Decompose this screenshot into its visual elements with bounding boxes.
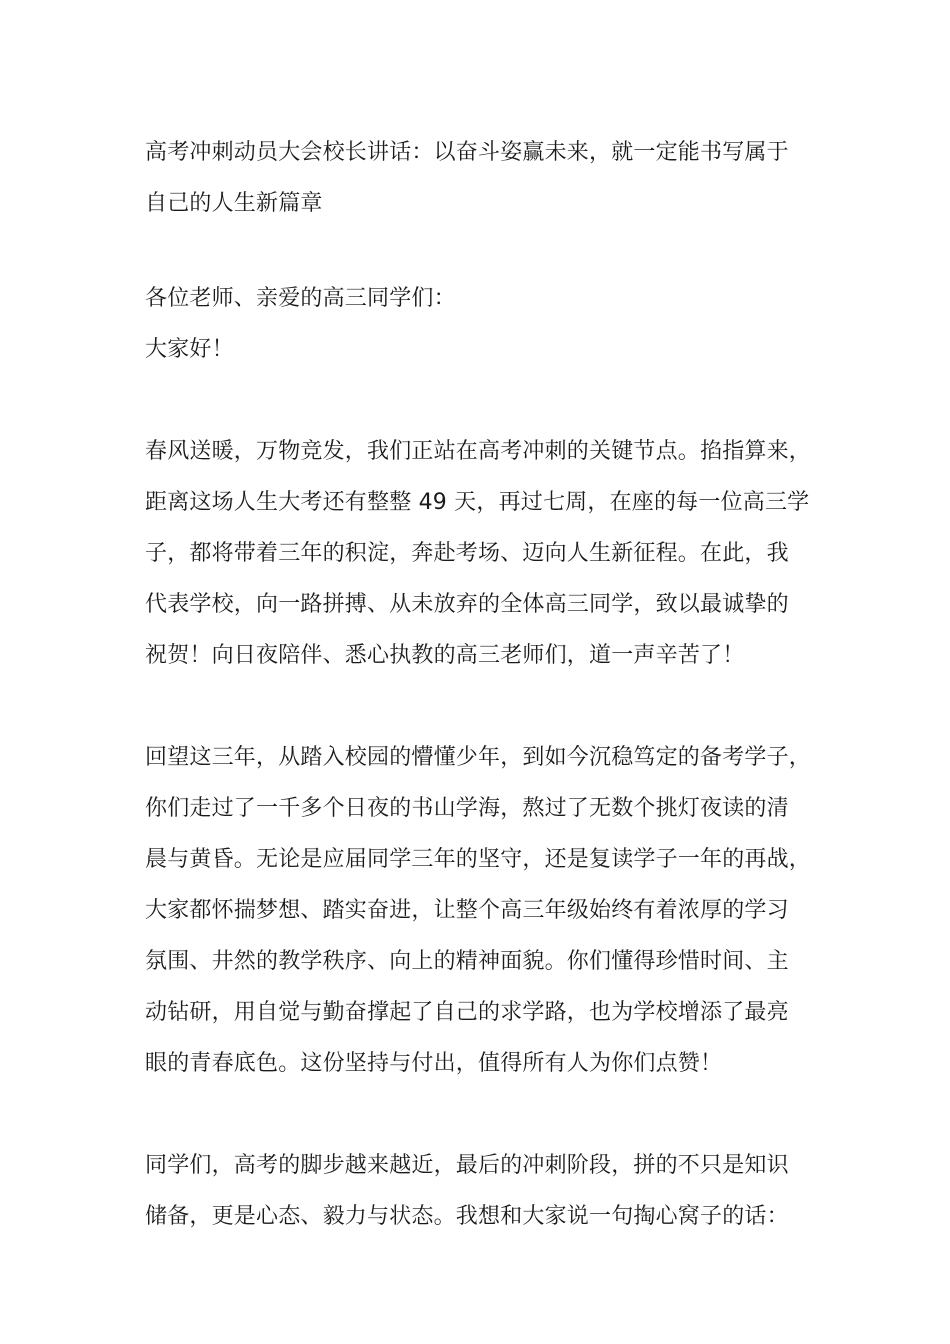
- paragraph-1-line: 春风送暖，万物竞发，我们正站在高考冲刺的关键节点。掐指算来，: [145, 439, 812, 464]
- paragraph-3-line: 储备，更是心态、毅力与状态。我想和大家说一句掏心窝子的话：: [145, 1204, 789, 1229]
- paragraph-3-line: 同学们，高考的脚步越来越近，最后的冲刺阶段，拼的不只是知识: [145, 1153, 789, 1178]
- paragraph-1-line: 距离这场人生大考还有整整 49 天，再过七周，在座的每一位高三学: [145, 490, 810, 515]
- paragraph-2-line: 眼的青春底色。这份坚持与付出，值得所有人为你们点赞！: [145, 1051, 723, 1076]
- document-body: [145, 127, 820, 1242]
- paragraph-2-line: 大家都怀揣梦想、踏实奋进，让整个高三年级始终有着浓厚的学习: [145, 898, 789, 923]
- blank-line: [145, 375, 820, 426]
- paragraph-2-line: 晨与黄昏。无论是应届同学三年的坚守，还是复读学子一年的再战，: [145, 847, 812, 872]
- paragraph-1-line: 祝贺！向日夜陪伴、悉心执教的高三老师们，道一声辛苦了！: [145, 643, 745, 668]
- document-title-line-2: 自己的人生新篇章: [145, 191, 323, 216]
- salutation: 各位老师、亲爱的高三同学们：: [145, 286, 456, 311]
- paragraph-2-line: 回望这三年，从踏入校园的懵懂少年，到如今沉稳笃定的备考学子，: [145, 745, 812, 770]
- paragraph-1-line: 代表学校，向一路拼搏、从未放弃的全体高三同学，致以最诚挚的: [145, 592, 789, 617]
- blank-line: [145, 229, 820, 273]
- blank-line: [145, 681, 820, 732]
- document-title-line-1: 高考冲刺动员大会校长讲话：以奋斗姿赢未来，就一定能书写属于: [145, 140, 789, 165]
- greeting: 大家好！: [145, 337, 234, 362]
- paragraph-2-line: 你们走过了一千多个日夜的书山学海，熬过了无数个挑灯夜读的清: [145, 796, 789, 821]
- blank-line: [145, 1089, 820, 1140]
- paragraph-2-line: 动钻研，用自觉与勤奋撑起了自己的求学路，也为学校增添了最亮: [145, 1000, 789, 1025]
- paragraph-2-line: 氛围、井然的教学秩序、向上的精神面貌。你们懂得珍惜时间、主: [145, 949, 789, 974]
- paragraph-1-line: 子，都将带着三年的积淀，奔赴考场、迈向人生新征程。在此，我: [145, 541, 789, 566]
